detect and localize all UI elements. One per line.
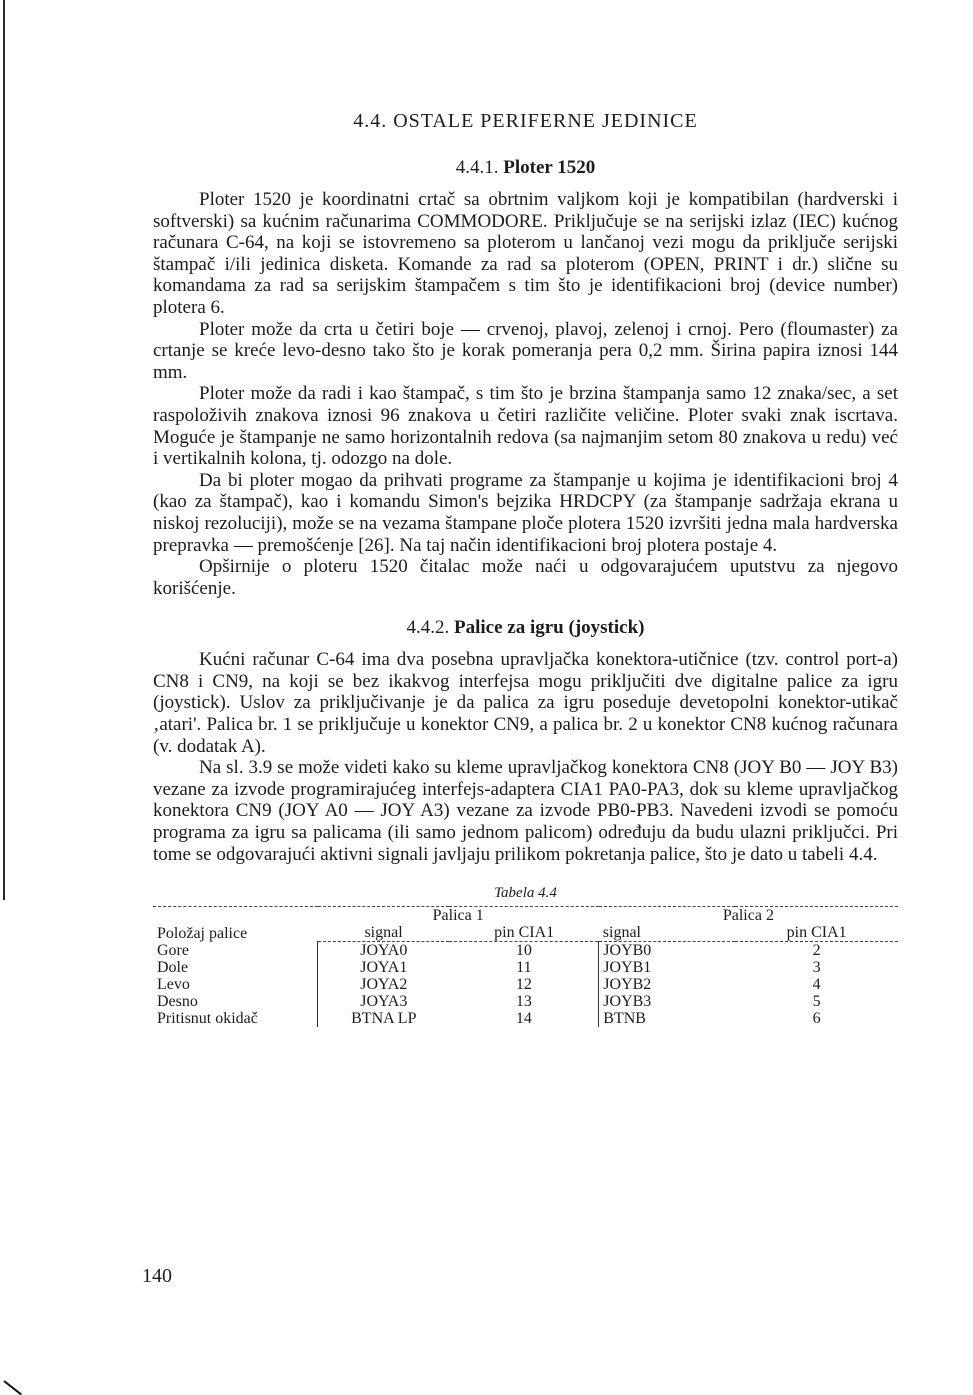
cell-signal-2: JOYB3 [599,993,736,1010]
subsection-title: Palice za igru (joystick) [454,617,645,639]
scan-edge-line [3,0,5,900]
header-polozaj: Položaj palice [153,907,318,942]
paragraph: Na sl. 3.9 se može videti kako su kleme upravljačkog konektora CN8 (JOY B0 — JOY B3) vezane za izvode programirajućeg interfejs-adaptera CIA1 PA0-PA3, dok su kleme upravljačkog konektora CN9 (JOY A0 — JOY A3) vezane za izvode PB0-PB3. Navedeni izvodi se pomoću programa za igru sa palicama (ili samo jednom palicom) određuju da budu ulazni priključci. Pri tome se odgovarajući aktivni signali javljaju prilikom pokretanja palice, što je dato u tabeli 4.4. [153,757,898,865]
cell-pin-1: 12 [515,976,532,994]
cell-signal-1: JOYA1 [318,959,450,976]
subsection-heading-ploter [153,157,898,179]
cell-signal-2: JOYB0 [599,942,736,960]
cell-signal-1: JOYA3 [318,993,450,1010]
cell-signal-2: BTNB [599,1010,736,1027]
cell-signal-2: JOYB1 [599,959,736,976]
cell-pin-1: 11 [516,959,532,977]
header-signal-2: signal [599,924,736,942]
table-row [153,976,898,993]
cell-polozaj: Levo [157,976,190,994]
cell-pin-2: 4 [812,976,821,994]
subsection-number: 4.4.1. [455,157,499,178]
subsection-heading-palice [153,617,898,639]
cell-polozaj: Dole [157,959,189,977]
cell-pin-2: 3 [812,959,821,977]
table-row [153,1010,898,1027]
header-pin-2: pin CIA1 [735,924,898,942]
cell-signal-2: JOYB2 [599,976,736,993]
paragraph: Da bi ploter mogao da prihvati programe za štampanje u kojima je identifikacioni broj 4 (kao za štampač), kao i komandu Simon's bejzika HRDCPY (za štampanje sadržaja ekrana u niskoj rezoluciji), može se na vezama štampane ploče plotera 1520 izvršiti jedna mala hardverska prepravka — premošćenje [26]. Na taj način identifikacioni broj plotera postaje 4. [153,469,898,556]
cell-pin-2: 2 [812,942,821,960]
section-heading: 4.4. OSTALE PERIFERNE JEDINICE [353,110,698,132]
page-number: 140 [142,1265,172,1287]
cell-pin-2: 5 [812,993,821,1011]
header-palica-1: Palica 1 [318,907,599,925]
joystick-table [153,906,898,1027]
page-content [153,110,898,1027]
table-row [153,959,898,976]
table-caption: Tabela 4.4 [494,885,557,902]
cell-polozaj: Desno [157,993,198,1011]
paragraph: Kućni računar C-64 ima dva posebna upravljačka konektora-utičnice (tzv. control port-a) CN8 i CN9, na koji se bez ikakvog interfejsa mogu priključiti dve digitalne palice za igru (joystick). Uslov za priključivanje je da palica za igru poseduje devetopolni konektor-utikač ‚atari'. Palica br. 1 se priključuje u konektor CN9, a palica br. 2 u konektor CN8 kućnog računara (v. dodatak A). [153,649,898,757]
header-palica-2: Palica 2 [599,907,898,925]
subsection-title: Ploter 1520 [503,157,596,178]
paragraph: Opširnije o ploteru 1520 čitalac može naći u odgovarajućem uputstvu za njegovo korišćenje. [153,556,898,599]
cell-pin-1: 13 [515,993,532,1011]
paragraph: Ploter može da radi i kao štampač, s tim što je brzina štampanja samo 12 znaka/sec, a set raspoloživih znakova iznosi 96 znakova u četiri različite veličine. Ploter svaki znak iscrtava. Moguće je štampanje ne samo horizontalnih redova (sa najmanjim setom 80 znakova u redu) već i vertikalnih kolona, tj. odozgo na dole. [153,383,898,470]
paragraph: Ploter 1520 je koordinatni crtač sa obrtnim valjkom koji je kompatibilan (hardverski i softverski) sa kućnim računarima COMMODORE. Priključuje se na serijski izlaz (IEC) kućnog računara C-64, na koji se istovremeno sa ploterom u lančanoj vezi mogu da priključe serijski štampač i/ili jedinica disketa. Komande za rad sa ploterom (OPEN, PRINT i dr.) slične su komandama za rad sa serijskim štampačem s tim što je identifikacioni broj (device number) plotera 6. [153,189,898,318]
table-row [153,993,898,1010]
cell-signal-1: JOYA0 [318,942,450,960]
header-pin-1: pin CIA1 [449,924,598,942]
cell-signal-1: BTNA LP [318,1010,450,1027]
cell-polozaj: Gore [157,942,189,960]
subsection-number: 4.4.2. [406,617,450,639]
cell-polozaj: Pritisnut okidač [157,1010,258,1028]
cell-signal-1: JOYA2 [318,976,450,993]
table-row [153,942,898,960]
header-signal-1: signal [318,924,450,942]
cell-pin-1: 14 [515,1010,532,1028]
cell-pin-2: 6 [812,1010,821,1028]
cell-pin-1: 10 [515,942,532,960]
paragraph: Ploter može da crta u četiri boje — crvenoj, plavoj, zelenoj i crnoj. Pero (floumaster) za crtanje se kreće levo-desno tako što je korak pomeranja pera 0,2 mm. Širina papira iznosi 144 mm. [153,318,898,383]
corner-mark [3,1380,22,1395]
